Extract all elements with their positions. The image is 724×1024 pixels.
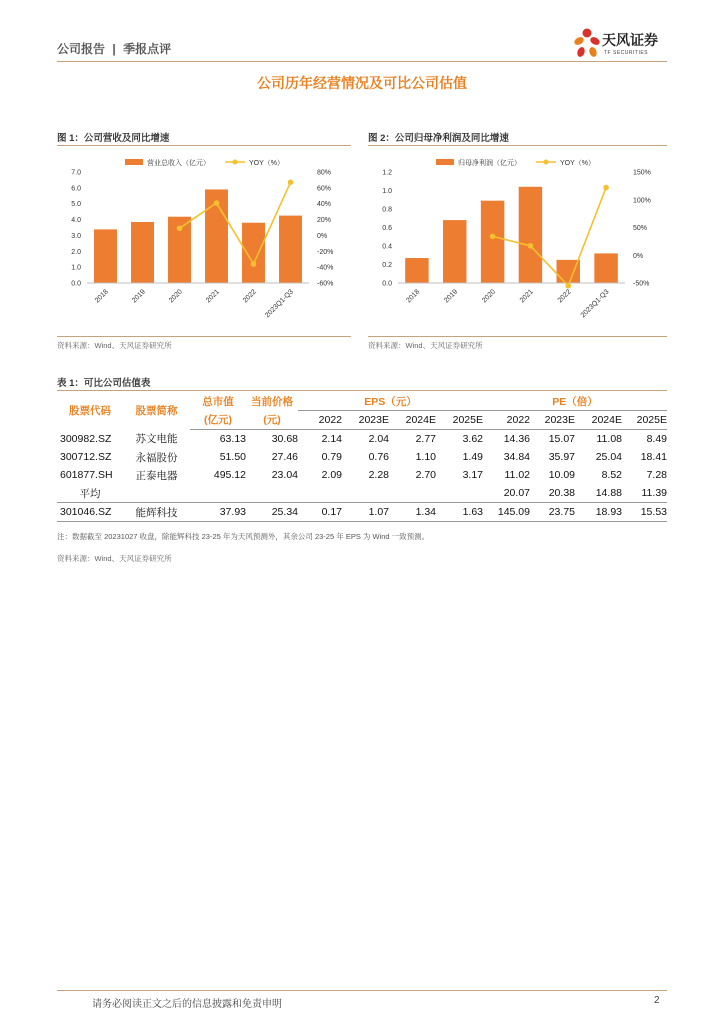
average-pe-value: 14.88 <box>575 484 622 503</box>
pe-value: 11.02 <box>504 469 530 481</box>
average-pe-value: 20.07 <box>483 484 530 503</box>
header-price: 当前价格 <box>251 395 293 408</box>
report-category: 公司报告 <box>57 42 106 56</box>
header-separator: | <box>112 42 116 56</box>
pe-value: 15.53 <box>622 503 667 522</box>
header-eps-year: 2024E <box>389 411 436 430</box>
left-axis-tick-label: 1.2 <box>382 169 392 177</box>
header-pe-year: 2022 <box>483 411 530 430</box>
report-header <box>57 40 171 57</box>
figure2-chart <box>368 150 667 335</box>
empty-cell <box>190 484 246 503</box>
right-axis-tick-label: 50% <box>633 225 648 232</box>
yoy-line <box>493 188 606 286</box>
header-pe: PE（倍） <box>483 392 667 411</box>
eps-value: 3.17 <box>462 469 483 481</box>
right-axis-tick-label: -50% <box>633 280 650 288</box>
valuation-table-wrap <box>57 392 667 522</box>
category-label: 2019 <box>443 288 460 305</box>
logo-name-en: TF SECURITIES <box>604 50 649 56</box>
header-eps-year: 2025E <box>436 411 483 430</box>
eps-value: 0.76 <box>368 451 389 463</box>
left-axis-tick-label: 0.8 <box>382 206 392 214</box>
section-title: 公司历年经营情况及可比公司估值 <box>257 75 467 91</box>
left-axis-tick-label: 5.0 <box>71 201 81 209</box>
market-cap: 51.50 <box>219 451 246 463</box>
subject-company-row <box>57 503 667 522</box>
legend-bar-label: 营业总收入（亿元） <box>147 160 210 167</box>
current-price: 23.04 <box>271 469 298 481</box>
yoy-point <box>490 234 496 240</box>
header-name: 股票简称 <box>135 405 178 418</box>
category-label: 2018 <box>93 288 110 305</box>
valuation-table <box>57 392 667 522</box>
left-axis-tick-label: 7.0 <box>71 169 81 177</box>
left-axis-tick-label: 3.0 <box>71 232 81 240</box>
company-logo <box>572 26 672 62</box>
stock-code: 301046.SZ <box>57 503 123 522</box>
empty-cell <box>123 484 190 503</box>
category-label: 2020 <box>167 288 184 305</box>
legend-line-marker <box>233 160 238 165</box>
table-note: 注：数据截至 20231027 收盘，除能辉科技 23-25 年为天风预测外，其余公司 23-25 年 EPS 为 Wind 一致预测。 <box>57 532 430 541</box>
pe-value: 23.75 <box>530 503 575 522</box>
market-cap: 495.12 <box>213 469 246 481</box>
figure1-source: 资料来源：Wind、天风证券研究所 <box>57 341 172 350</box>
right-axis-tick-label: 40% <box>317 201 332 209</box>
table-source: 资料来源：Wind、天风证券研究所 <box>57 554 172 563</box>
pe-value: 14.36 <box>503 433 530 445</box>
table-body <box>57 430 667 522</box>
right-axis-tick-label: 80% <box>317 169 332 177</box>
eps-value: 1.63 <box>436 503 483 522</box>
right-axis-tick-label: -60% <box>317 280 334 288</box>
legend-line-marker <box>544 160 549 165</box>
category-label: 2019 <box>130 288 147 305</box>
pe-value: 18.41 <box>640 451 667 463</box>
yoy-point <box>288 180 294 186</box>
bar <box>94 229 117 283</box>
bar <box>131 222 154 283</box>
right-axis-tick-label: 0% <box>317 232 328 240</box>
category-label: 2022 <box>556 288 573 305</box>
yoy-point <box>251 261 257 267</box>
table-title: 表 1：可比公司估值表 <box>57 378 151 389</box>
figure2-title-rule <box>368 145 667 146</box>
category-label: 2021 <box>204 288 221 305</box>
average-pe-value: 20.38 <box>530 484 575 503</box>
report-subcategory: 季报点评 <box>123 42 172 56</box>
stock-code: 300982.SZ <box>60 432 112 445</box>
logo-mark-icon <box>572 26 602 62</box>
pe-value: 15.07 <box>548 433 575 445</box>
category-label: 2023Q1-Q3 <box>264 288 295 320</box>
bar <box>279 216 302 283</box>
bar <box>481 201 504 283</box>
eps-value: 2.70 <box>415 469 436 481</box>
left-axis-tick-label: 2.0 <box>71 248 81 256</box>
right-axis-tick-label: 0% <box>633 252 644 260</box>
pe-value: 35.97 <box>548 451 575 463</box>
yoy-point <box>177 225 183 231</box>
stock-name: 永福股份 <box>135 451 178 464</box>
eps-value: 2.09 <box>321 469 342 481</box>
table-row <box>57 430 667 449</box>
average-label: 平均 <box>57 484 123 503</box>
eps-value: 3.62 <box>462 433 483 445</box>
bar <box>519 187 542 283</box>
table-row <box>57 466 667 484</box>
right-axis-tick-label: 150% <box>633 169 651 177</box>
table-header-row-1 <box>57 392 667 411</box>
logo-name-cn: 天风证券 <box>602 32 658 48</box>
eps-value: 1.10 <box>415 451 436 463</box>
figure1-bottom-rule <box>57 336 351 337</box>
pe-value: 18.93 <box>575 503 622 522</box>
empty-cell <box>436 484 483 503</box>
pe-value: 8.49 <box>646 433 667 445</box>
yoy-point <box>603 185 609 191</box>
right-axis-tick-label: 100% <box>633 197 651 205</box>
pe-value: 7.28 <box>646 469 667 481</box>
eps-value: 2.77 <box>415 433 436 445</box>
bar <box>594 253 617 283</box>
legend-bar-swatch <box>125 159 143 165</box>
category-label: 2021 <box>518 288 535 305</box>
right-axis-tick-label: 20% <box>317 217 332 225</box>
category-label: 2023Q1-Q3 <box>579 288 611 320</box>
footer-divider <box>57 990 667 991</box>
pe-value: 8.52 <box>601 469 622 481</box>
pe-value: 10.09 <box>548 469 575 481</box>
current-price: 25.34 <box>246 503 298 522</box>
legend-line-label: YOY（%） <box>560 160 596 167</box>
market-cap: 37.93 <box>190 503 246 522</box>
left-axis-tick-label: 0.0 <box>71 280 81 288</box>
category-label: 2018 <box>405 288 422 305</box>
right-axis-tick-label: -20% <box>317 248 334 256</box>
legend-bar-label: 归母净利润（亿元） <box>458 160 521 167</box>
yoy-point <box>528 243 534 249</box>
header-mcap: 总市值 <box>202 395 234 408</box>
category-label: 2020 <box>481 288 497 305</box>
bar <box>242 223 265 283</box>
header-eps: EPS（元） <box>298 392 483 411</box>
eps-value: 1.07 <box>342 503 389 522</box>
stock-code: 300712.SZ <box>60 451 112 463</box>
left-axis-tick-label: 1.0 <box>71 264 81 272</box>
header-pe-year: 2025E <box>622 411 667 430</box>
header-code: 股票代码 <box>69 405 111 418</box>
right-axis-tick-label: -40% <box>317 264 334 272</box>
market-cap: 63.13 <box>219 433 246 445</box>
header-pe-year: 2023E <box>530 411 575 430</box>
eps-value: 0.17 <box>298 503 342 522</box>
empty-cell <box>342 484 389 503</box>
current-price: 30.68 <box>271 433 298 445</box>
left-axis-tick-label: 0.4 <box>382 243 392 251</box>
figure2-title: 图 2：公司归母净利润及同比增速 <box>368 133 509 144</box>
pe-value: 25.04 <box>595 451 622 463</box>
empty-cell <box>389 484 436 503</box>
figure1-title-rule <box>57 145 351 146</box>
yoy-point <box>565 283 571 289</box>
eps-value: 1.34 <box>389 503 436 522</box>
stock-name: 能辉科技 <box>123 503 190 522</box>
stock-code: 601877.SH <box>60 469 113 481</box>
figure1-chart <box>57 150 351 335</box>
eps-value: 2.28 <box>368 469 389 481</box>
left-axis-tick-label: 1.0 <box>382 188 392 195</box>
average-pe-value: 11.39 <box>622 484 667 503</box>
bar <box>405 258 428 283</box>
figure1-title: 图 1：公司营收及同比增速 <box>57 133 170 144</box>
header-pe-year: 2024E <box>575 411 622 430</box>
header-price-unit: (元) <box>246 411 298 430</box>
footer-disclaimer: 请务必阅读正文之后的信息披露和免责申明 <box>92 999 282 1010</box>
left-axis-tick-label: 4.0 <box>71 217 81 225</box>
category-label: 2022 <box>241 288 258 305</box>
legend-line-label: YOY（%） <box>249 160 285 167</box>
yoy-point <box>214 200 220 206</box>
right-axis-tick-label: 60% <box>317 185 332 193</box>
header-mcap-unit: (亿元) <box>190 411 246 430</box>
header-eps-year: 2022 <box>298 411 342 430</box>
empty-cell <box>246 484 298 503</box>
header-eps-year: 2023E <box>342 411 389 430</box>
pe-value: 11.08 <box>596 433 622 445</box>
eps-value: 0.79 <box>321 451 342 463</box>
bar <box>443 220 466 283</box>
table-row <box>57 448 667 466</box>
left-axis-tick-label: 6.0 <box>71 185 81 193</box>
eps-value: 2.04 <box>368 433 389 445</box>
pe-value: 34.84 <box>503 451 530 463</box>
header-divider <box>57 61 667 62</box>
empty-cell <box>298 484 342 503</box>
stock-name: 苏文电能 <box>135 433 178 446</box>
left-axis-tick-label: 0.2 <box>382 262 392 269</box>
page-number: 2 <box>654 995 660 1006</box>
legend-bar-swatch <box>436 159 454 165</box>
left-axis-tick-label: 0.6 <box>382 225 392 232</box>
figure2-source: 资料来源：Wind、天风证券研究所 <box>368 341 483 350</box>
current-price: 27.46 <box>271 451 298 463</box>
eps-value: 2.14 <box>321 433 342 445</box>
left-axis-tick-label: 0.0 <box>382 280 392 288</box>
eps-value: 1.49 <box>462 451 483 463</box>
table-title-rule <box>57 390 667 391</box>
figure2-bottom-rule <box>368 336 667 337</box>
stock-name: 正泰电器 <box>135 469 178 482</box>
pe-value: 145.09 <box>483 503 530 522</box>
yoy-line <box>180 182 291 264</box>
average-row <box>57 484 667 503</box>
